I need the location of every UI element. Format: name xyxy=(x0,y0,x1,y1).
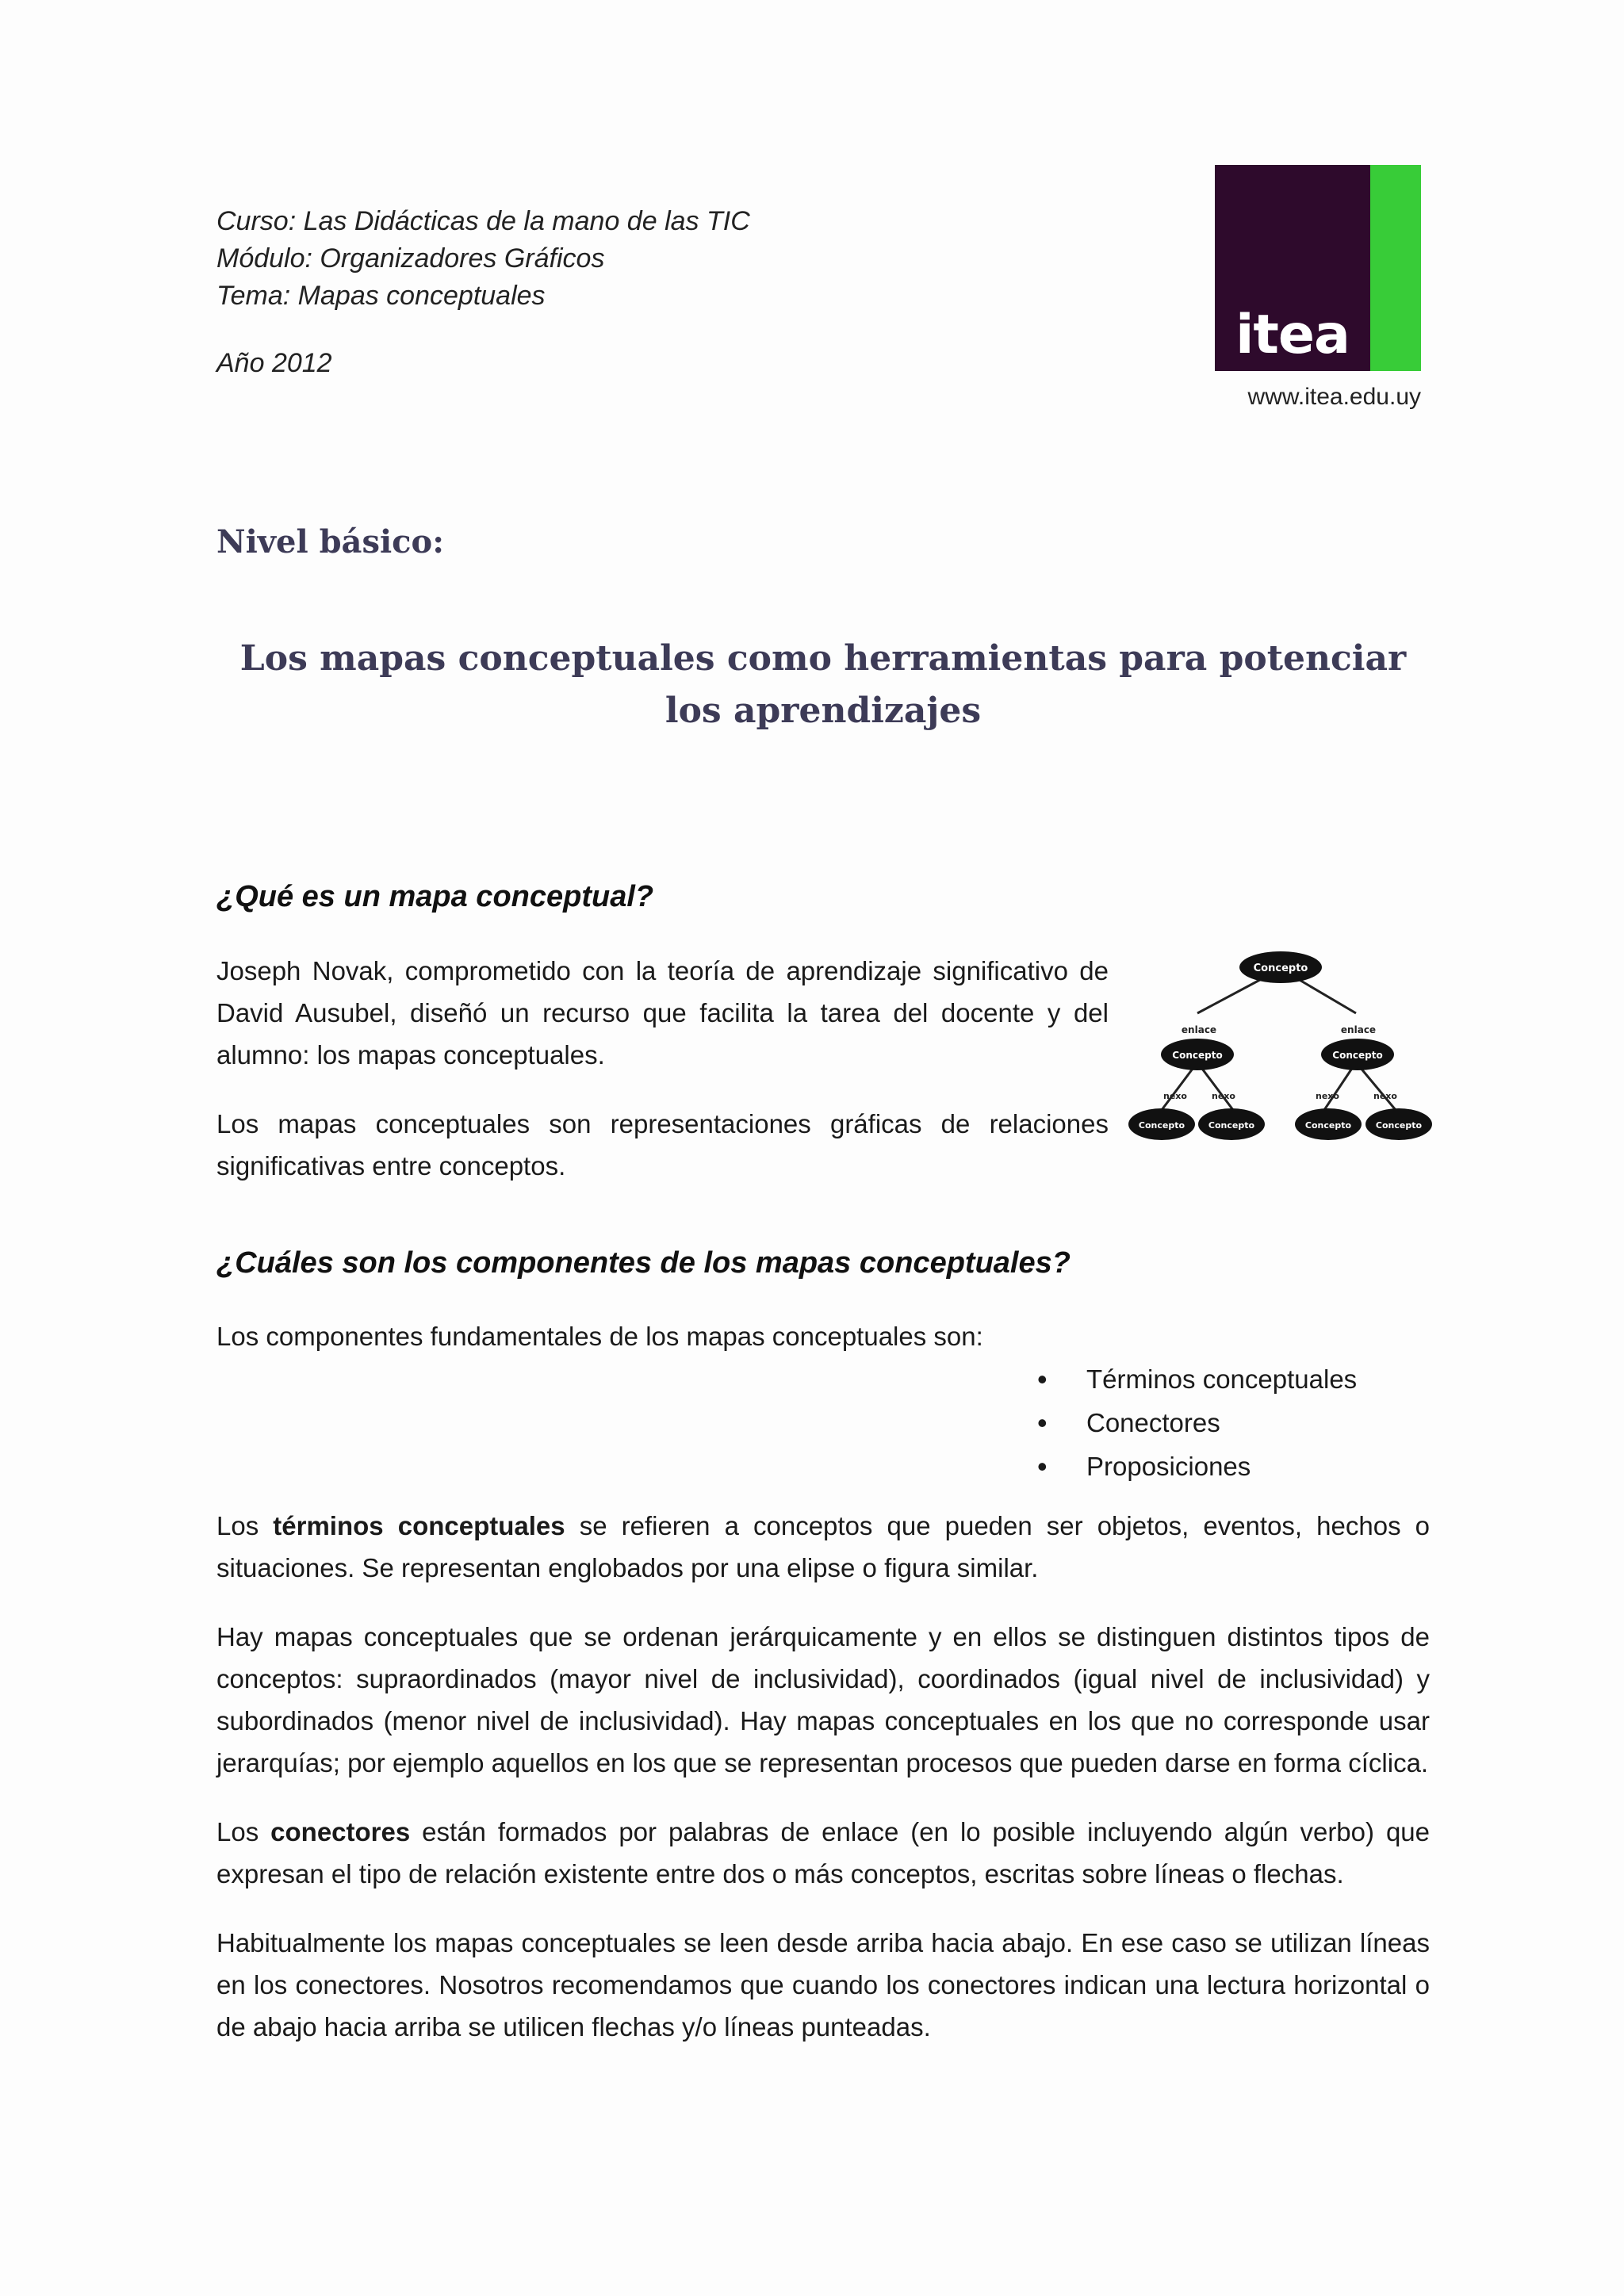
concept-node-label: Concepto xyxy=(1253,962,1308,974)
nexus-label: nexo xyxy=(1163,1091,1187,1101)
components-intro: Los componentes fundamentales de los mapas conceptuales son: xyxy=(216,1322,983,1351)
course-line: Curso: Las Didácticas de la mano de las TIC xyxy=(216,206,750,236)
section-what-body xyxy=(216,950,1109,1187)
nexus-label: nexo xyxy=(1373,1091,1397,1101)
text-run: Los xyxy=(216,1511,274,1540)
website-url: www.itea.edu.uy xyxy=(1247,384,1421,410)
text-run: se refieren a conceptos que pueden ser objetos, eventos, hechos o situaciones. Se representan englobados por una elipse o figura similar. xyxy=(216,1511,1430,1582)
logo-text: itea xyxy=(1215,165,1370,371)
paragraph: Los mapas conceptuales son representaciones gráficas de relaciones significativas entre conceptos. xyxy=(216,1109,1109,1181)
concept-node-label: Concepto xyxy=(1304,1120,1352,1131)
paragraph-connectors xyxy=(216,1811,1430,1895)
paragraph: Joseph Novak, comprometido con la teoría de aprendizaje significativo de David Ausubel, diseñó un recurso que facilita la tarea del docente y del alumno: los mapas conceptuales. xyxy=(216,956,1109,1070)
section-heading-components: ¿Cuáles son los componentes de los mapas conceptuales? xyxy=(216,1246,1071,1280)
text-run: están formados por palabras de enlace (en lo posible incluyendo algún verbo) que expresan el tipo de relación existente entre dos o más conceptos, escritas sobre líneas o flechas. xyxy=(216,1817,1431,1888)
text-run: Los xyxy=(216,1817,271,1846)
course-meta xyxy=(216,203,750,382)
nexus-label: nexo xyxy=(1316,1091,1339,1101)
bold-term: términos conceptuales xyxy=(273,1511,565,1540)
list-item: • Términos conceptuales xyxy=(1031,1357,1357,1401)
level-heading: Nivel básico: xyxy=(216,523,444,561)
section-heading-what: ¿Qué es un mapa conceptual? xyxy=(216,880,654,913)
paragraph-reading: Habitualmente los mapas conceptuales se leen desde arriba hacia abajo. En ese caso se utilizan líneas en los conectores. Nosotros recomendamos que cuando los conectores indican una lectura horizontal o de abajo hacia arriba se utilicen flechas y/o líneas punteadas. xyxy=(216,1928,1430,2042)
logo-green-bar xyxy=(1370,165,1421,371)
link-label: enlace xyxy=(1340,1024,1377,1035)
list-item: • Conectores xyxy=(1031,1401,1357,1445)
page-title: Los mapas conceptuales como herramientas para potenciar los aprendizajes xyxy=(239,638,1407,731)
itea-logo xyxy=(1215,165,1421,371)
concept-map-diagram xyxy=(1126,943,1435,1154)
link-label: enlace xyxy=(1181,1024,1217,1035)
concept-node-label: Concepto xyxy=(1375,1120,1423,1131)
components-list xyxy=(1031,1357,1357,1488)
paragraph-hierarchy: Hay mapas conceptuales que se ordenan jerárquicamente y en ellos se distinguen distintos tipos de conceptos: supraordinados (mayor nivel de inclusividad), coordinados (igual nivel de inclusividad) y subordinados (menor nivel de inclusividad). Hay mapas conceptuales en los que no corresponde usar jerarquías; por ejemplo aquellos en los que se representan procesos que pueden darse en forma cíclica. xyxy=(216,1622,1430,1777)
nexus-label: nexo xyxy=(1212,1091,1235,1101)
components-body xyxy=(216,1505,1430,2048)
concept-node-label: Concepto xyxy=(1138,1120,1185,1131)
list-item: • Proposiciones xyxy=(1031,1445,1357,1488)
concept-node-label: Concepto xyxy=(1208,1120,1255,1131)
topic-line: Tema: Mapas conceptuales xyxy=(216,281,546,311)
module-line: Módulo: Organizadores Gráficos xyxy=(216,243,605,274)
bold-term: conectores xyxy=(270,1817,411,1846)
paragraph-terms xyxy=(216,1505,1430,1589)
year-line: Año 2012 xyxy=(216,348,332,378)
concept-node-label: Concepto xyxy=(1172,1050,1223,1061)
concept-node-label: Concepto xyxy=(1332,1050,1383,1061)
